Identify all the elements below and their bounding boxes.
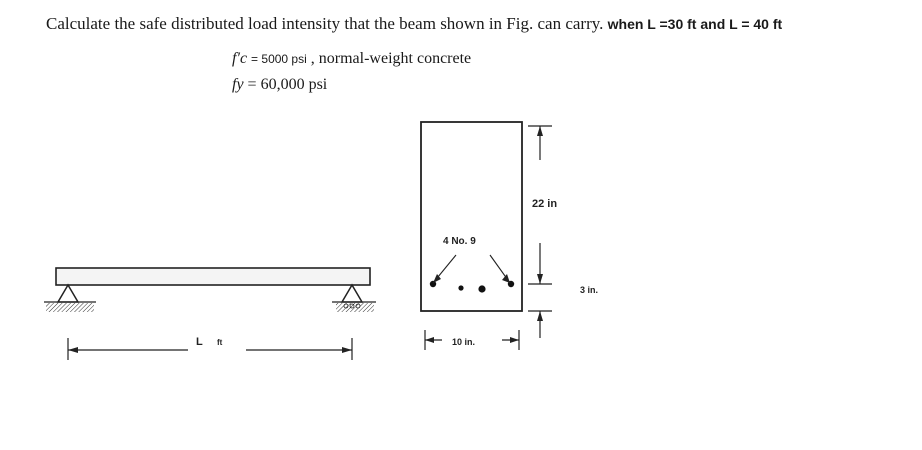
right-support bbox=[332, 285, 376, 312]
left-support bbox=[44, 285, 96, 312]
beam bbox=[56, 268, 370, 285]
height-dimension bbox=[528, 126, 557, 284]
fy-value: = 60,000 psi bbox=[247, 76, 328, 93]
height-label: 22 in bbox=[532, 198, 558, 210]
beam-cross-section bbox=[421, 122, 598, 350]
fc-symbol: f′c bbox=[232, 50, 248, 67]
section-outline bbox=[421, 122, 522, 311]
cover-dimension bbox=[528, 285, 598, 338]
span-label: L bbox=[196, 336, 203, 348]
fc-note: , normal-weight concrete bbox=[310, 50, 472, 67]
problem-prompt: Calculate the safe distributed load intensity that the beam shown in Fig. can carry. bbox=[46, 14, 604, 33]
width-label: 10 in. bbox=[452, 337, 476, 347]
beam-elevation bbox=[44, 268, 376, 360]
problem-condition: when L =30 ft and L = 40 ft bbox=[607, 16, 783, 32]
rebar-group bbox=[430, 281, 514, 293]
fy-symbol: fy bbox=[232, 76, 244, 93]
width-dimension bbox=[425, 330, 519, 350]
span-unit: ft bbox=[217, 338, 223, 347]
rebar bbox=[478, 285, 485, 292]
span-dimension bbox=[68, 336, 352, 360]
fc-value: = 5000 psi bbox=[251, 52, 307, 66]
bars-leaders bbox=[433, 255, 510, 283]
rebar bbox=[458, 285, 463, 290]
bars-label: 4 No. 9 bbox=[443, 236, 476, 247]
cover-label: 3 in. bbox=[580, 285, 599, 295]
